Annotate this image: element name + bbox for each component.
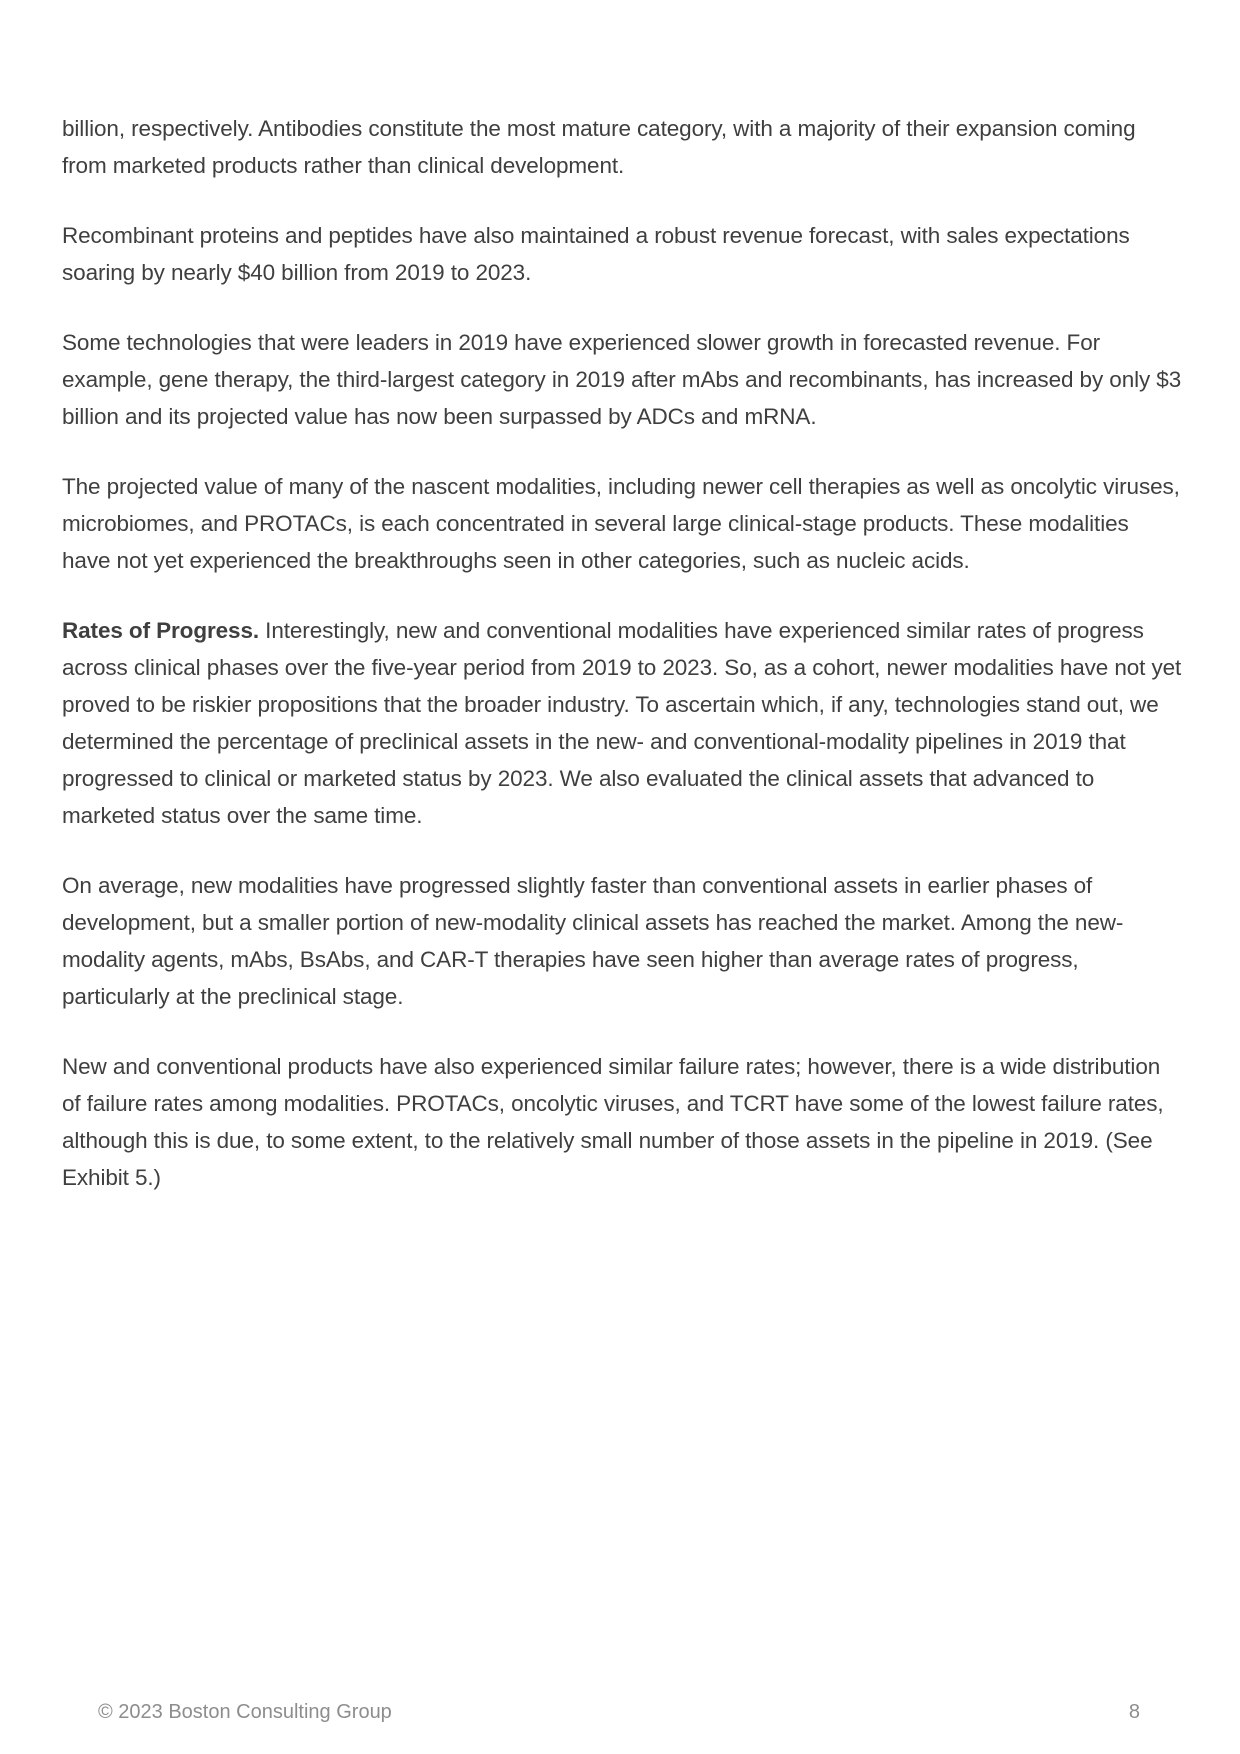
paragraph [62,867,1182,1015]
paragraph [62,1048,1182,1196]
paragraph-text: Interestingly, new and conventional modalities have experienced similar rates of progress across clinical phases over the five-year period from 2019 to 2023. So, as a cohort, newer modalities have not yet proved to be riskier propositions that the broader industry. To ascertain which, if any, technologies stand out, we determined the percentage of preclinical assets in the new- and conventional-modality pipelines in 2019 that progressed to clinical or marketed status by 2023. We also evaluated the clinical assets that advanced to marketed status over the same time. [62,618,1182,828]
paragraph-text: Some technologies that were leaders in 2019 have experienced slower growth in forecasted revenue. For example, gene therapy, the third-largest category in 2019 after mAbs and recombinants, has increased by only $3 billion and its projected value has now been surpassed by ADCs and mRNA. [62,330,1182,429]
paragraph [62,217,1182,291]
page-footer [98,1698,1140,1726]
article-body [62,110,1182,1196]
paragraph-text: Recombinant proteins and peptides have also maintained a robust revenue forecast, with sales expectations soaring by nearly $40 billion from 2019 to 2023. [62,223,1130,285]
paragraph [62,612,1182,834]
footer-copyright: © 2023 Boston Consulting Group [98,1701,392,1723]
paragraph-text: The projected value of many of the nascent modalities, including newer cell therapies as well as oncolytic viruses, microbiomes, and PROTACs, is each concentrated in several large clinical-stage products. These modalities have not yet experienced the breakthroughs seen in other categories, such as nucleic acids. [62,474,1180,573]
page-number: 8 [1128,1701,1140,1723]
paragraph [62,468,1182,579]
paragraph [62,110,1182,184]
paragraph-text: New and conventional products have also experienced similar failure rates; however, there is a wide distribution of failure rates among modalities. PROTACs, oncolytic viruses, and TCRT have some of the lowest failure rates, although this is due, to some extent, to the relatively small number of those assets in the pipeline in 2019. (See Exhibit 5.) [62,1054,1164,1190]
paragraph [62,324,1182,435]
paragraph-text: On average, new modalities have progressed slightly faster than conventional assets in earlier phases of development, but a smaller portion of new-modality clinical assets has reached the market. Among the new-modality agents, mAbs, BsAbs, and CAR-T therapies have seen higher than average rates of progress, particularly at the preclinical stage. [62,873,1124,1009]
paragraph-text: billion, respectively. Antibodies constitute the most mature category, with a majority of their expansion coming from marketed products rather than clinical development. [62,116,1136,178]
paragraph-lead-rates-of-progress: Rates of Progress. [62,618,260,643]
